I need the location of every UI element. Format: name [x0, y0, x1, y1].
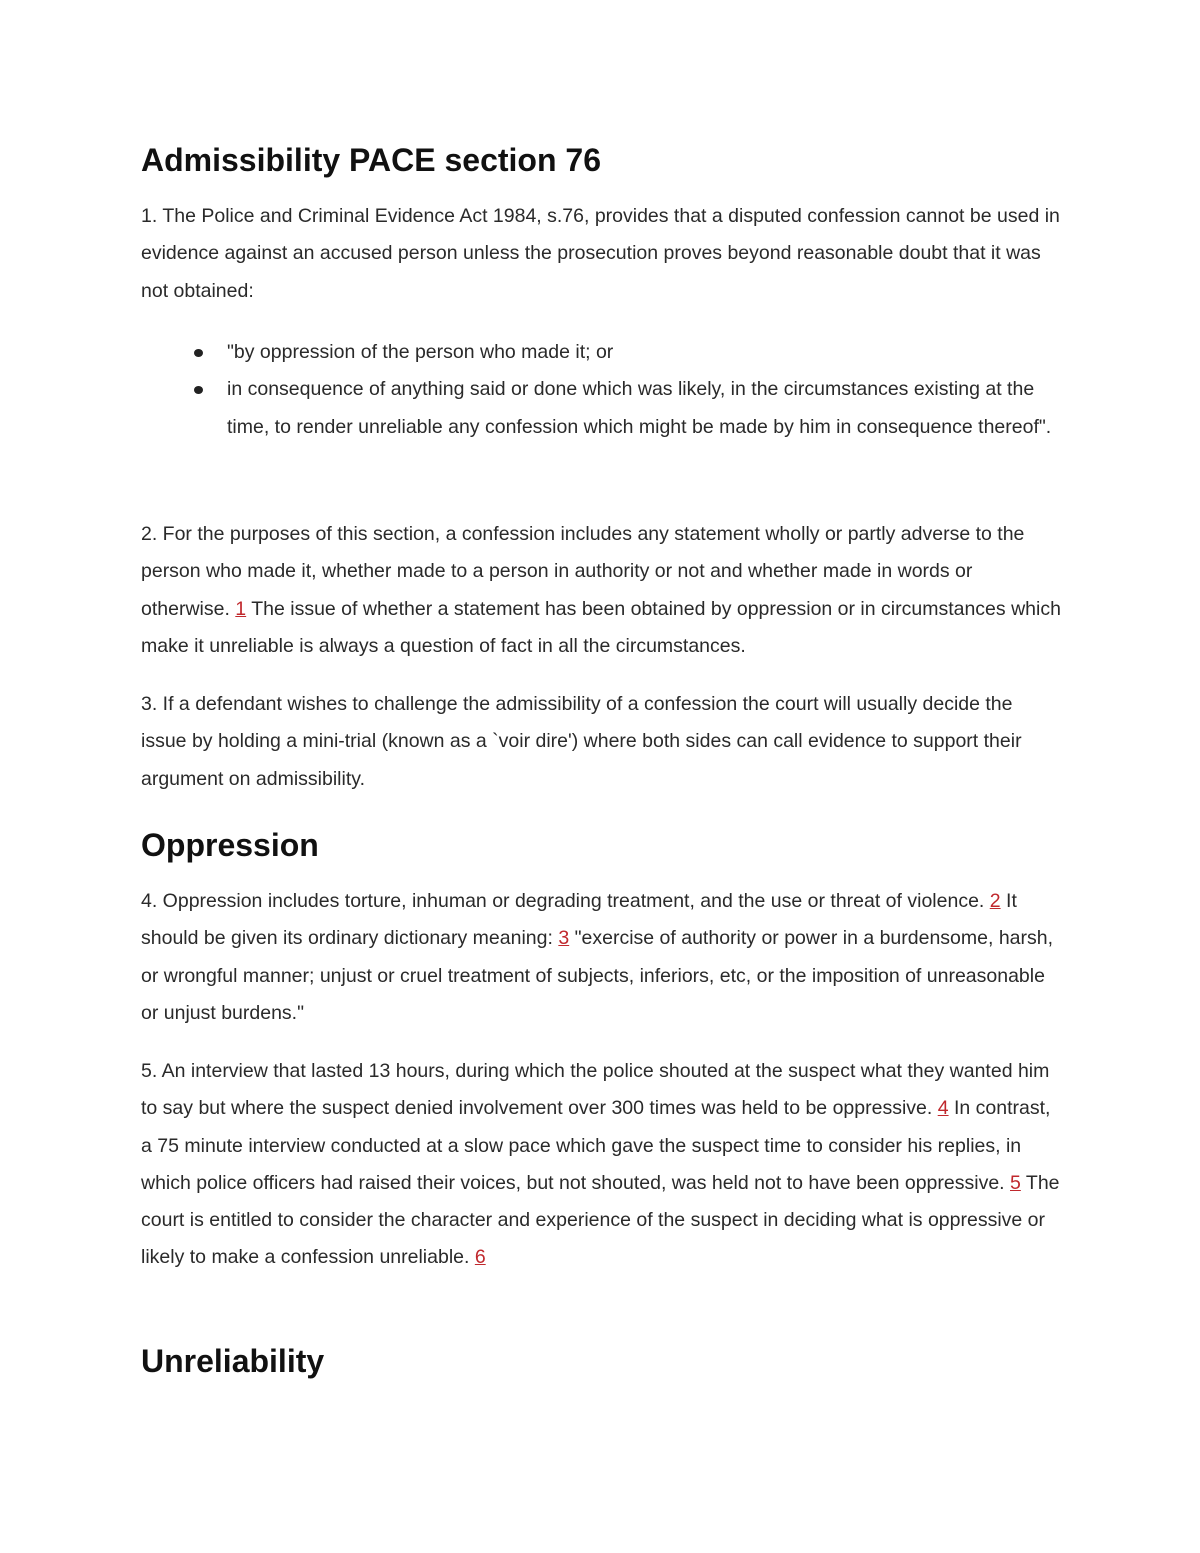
paragraph-5: [141, 1053, 1063, 1277]
paragraph-5-text-c: The court is entitled to consider the character and experience of the suspect in deciding what is oppressive or likely to make a confession unreliable.: [141, 1171, 1060, 1269]
heading-oppression: Oppression: [141, 827, 319, 863]
list-item: [141, 371, 1063, 446]
paragraph-5-text-a: 5. An interview that lasted 13 hours, during which the police shouted at the suspect what they wanted him to say but where the suspect denied involvement over 300 times was held to be oppressive.: [141, 1060, 1050, 1120]
page-title: Admissibility PACE section 76: [141, 142, 601, 178]
footnote-link-5[interactable]: 5: [1010, 1171, 1021, 1194]
list-item: [141, 334, 1063, 371]
paragraph-2-text-a: 2. For the purposes of this section, a confession includes any statement wholly or partly adverse to the person who made it, whether made to a person in authority or not and whether made in words or otherwise.: [141, 523, 1025, 620]
paragraph-2: [141, 516, 1063, 665]
list-item-text: in consequence of anything said or done which was likely, in the circumstances existing at the time, to render unreliable any confession which might be made by him in consequence thereof".: [227, 378, 1052, 438]
footnote-link-2[interactable]: 2: [989, 890, 1001, 912]
paragraph-2-text-b: The issue of whether a statement has been obtained by oppression or in circumstances which make it unreliable is always a question of fact in all the circumstances.: [141, 597, 1061, 657]
paragraph-4: [141, 883, 1063, 1032]
paragraph-3: 3. If a defendant wishes to challenge the admissibility of a confession the court will usually decide the issue by holding a mini-trial (known as a `voir dire') where both sides can call evidence to support their argument on admissibility.: [141, 693, 1022, 790]
bullet-icon: [194, 386, 203, 394]
paragraph-4-text-a: 4. Oppression includes torture, inhuman or degrading treatment, and the use or threat of violence.: [141, 890, 990, 912]
footnote-link-3[interactable]: 3: [558, 927, 570, 950]
heading-unreliability: Unreliability: [141, 1343, 325, 1379]
footnote-link-1[interactable]: 1: [235, 597, 247, 620]
paragraph-5-text-b: In contrast, a 75 minute interview conducted at a slow pace which gave the suspect time to consider his replies, in which police officers had raised their voices, but not shouted, was held not to have been oppressive.: [141, 1097, 1051, 1194]
list-item-text: "by oppression of the person who made it; or: [227, 341, 614, 363]
paragraph-4-text-c: "exercise of authority or power in a burdensome, harsh, or wrongful manner; unjust or cruel treatment of subjects, inferiors, etc, or the imposition of unreasonable or unjust burdens.": [141, 927, 1054, 1024]
paragraph-1: 1. The Police and Criminal Evidence Act 1984, s.76, provides that a disputed confession cannot be used in evidence against an accused person unless the prosecution proves beyond reasonable doubt that it was not obtained:: [141, 205, 1060, 302]
quoted-conditions-list: [141, 334, 1063, 446]
footnote-link-4[interactable]: 4: [937, 1097, 949, 1120]
paragraph-4-text-b: It should be given its ordinary dictionary meaning:: [141, 890, 1017, 950]
footnote-link-6[interactable]: 6: [474, 1246, 486, 1269]
bullet-icon: [194, 349, 203, 357]
